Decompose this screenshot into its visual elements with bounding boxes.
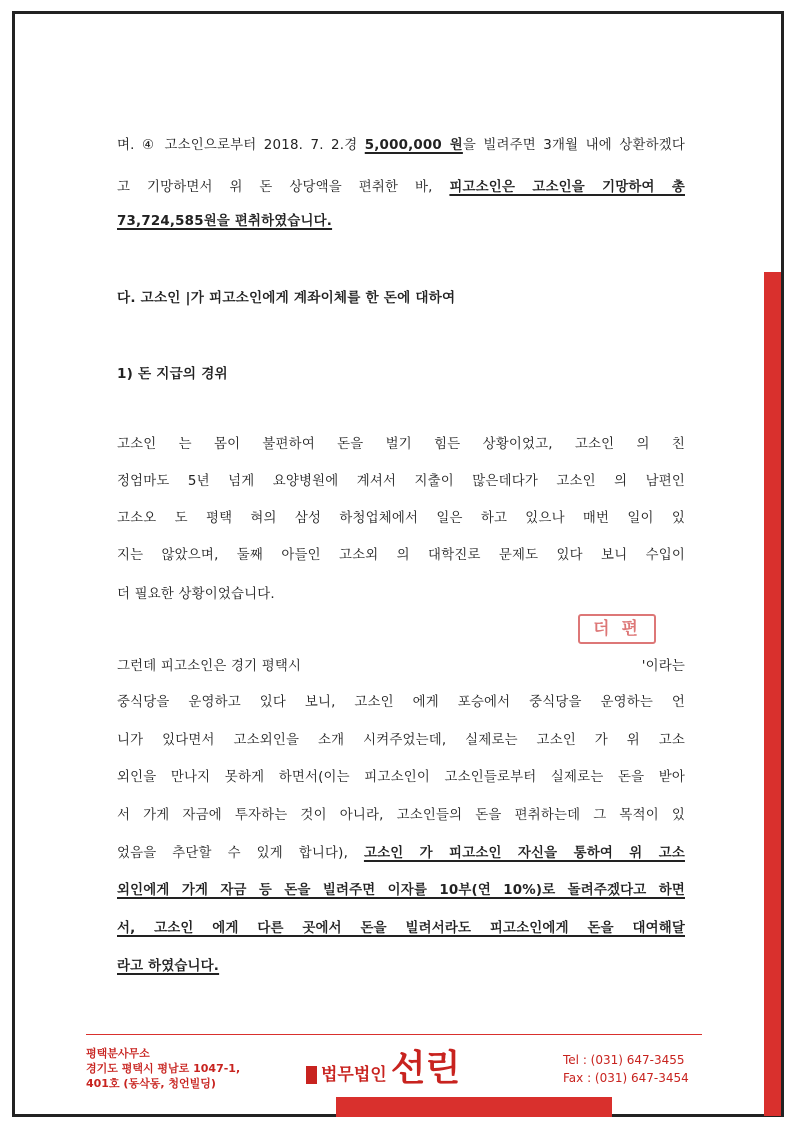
section-heading: 다. 고소인 |가 피고소인에게 계좌이체를 한 돈에 대하여 [117,290,456,306]
underlined-amount: 5,000,000 원 [364,138,463,153]
body-line: 지는 않았으며, 둘째 아들인 고소외 의 대학진로 문제도 있다 보니 수입이 [117,548,685,563]
body-line: 고소오 도 평택 혀의 삼성 하청업체에서 일은 하고 있으나 매번 일이 있 [117,511,685,526]
body-line: 더 필요한 상황이었습니다. [117,587,275,602]
body-line: 정엄마도 5년 넘게 요양병원에 계셔서 지출이 많은데다가 고소인 의 남편인 [117,474,685,489]
body-line: 서 가게 자금에 투자하는 것이 아니라, 고소인들의 돈을 편취하는데 그 목적이 있 [117,808,685,823]
firm-logo [306,1046,460,1090]
office-address-block [86,1046,240,1091]
text-run: '이라는 [641,659,685,674]
logo-text-big: 선린 [390,1047,461,1089]
logo-text-small: 법무법인 [321,1065,387,1085]
underlined-text: 고소인 가 피고소인 자신을 통하여 위 고소 [363,846,685,861]
text-run: 고 기망하면서 위 돈 상당액을 편취한 바, [117,180,450,195]
footer-divider [86,1034,702,1035]
red-seal-stamp: 더 편 [578,614,656,644]
text-run: 며. ④ 고소인으로부터 2018. 7. 2.경 [117,138,365,153]
office-address: 경기도 평택시 평남로 1047-1, [86,1062,241,1075]
body-line: 고소인 는 몸이 불편하여 돈을 벌기 힘든 상황이었고, 고소인 의 친 [117,437,685,452]
body-line [117,136,685,156]
body-line [117,657,685,677]
side-accent-bar [764,272,781,1116]
logo-mark-icon [306,1066,317,1084]
underlined-text: 라고 하였습니다. [117,959,220,974]
underlined-text: 73,724,585원을 편취하였습니다. [117,214,333,229]
office-name: 평택분사무소 [86,1047,150,1060]
underlined-text: 외인에게 가게 자금 등 돈을 빌려주면 이자를 10부(연 10%)로 돌려주겠다고 하면 [117,883,685,898]
underlined-text: 서, 고소인 에게 다른 곳에서 돈을 빌려서라도 피고소인에게 돈을 대여해달 [117,921,685,936]
body-line: 외인을 만나지 못하게 하면서(이는 피고소인이 고소인들로부터 실제로는 돈을 받아 [117,770,685,785]
text-run: 었음을 추단할 수 있게 합니다), [117,846,364,861]
phone-number: Tel : (031) 647-3455 [563,1053,685,1067]
text-run: 그런데 피고소인은 경기 평택시 [117,659,302,674]
body-line [117,844,685,864]
fax-number: Fax : (031) 647-3454 [563,1071,689,1085]
subsection-heading: 1) 돈 지급의 경위 [117,366,228,382]
footer-accent-band [336,1097,612,1117]
body-line: 니가 있다면서 고소외인을 소개 시켜주었는데, 실제로는 고소인 가 위 고소 [117,733,685,748]
body-line [117,178,685,198]
text-run: 을 빌려주면 3개월 내에 상환하겠다 [462,138,685,153]
underlined-text: 피고소인은 고소인을 기망하여 총 [449,180,685,195]
office-address: 401호 (동삭동, 청언빌딩) [86,1077,216,1090]
contact-block [563,1051,689,1087]
body-line: 중식당을 운영하고 있다 보니, 고소인 에게 포승에서 중식당을 운영하는 언 [117,695,685,710]
